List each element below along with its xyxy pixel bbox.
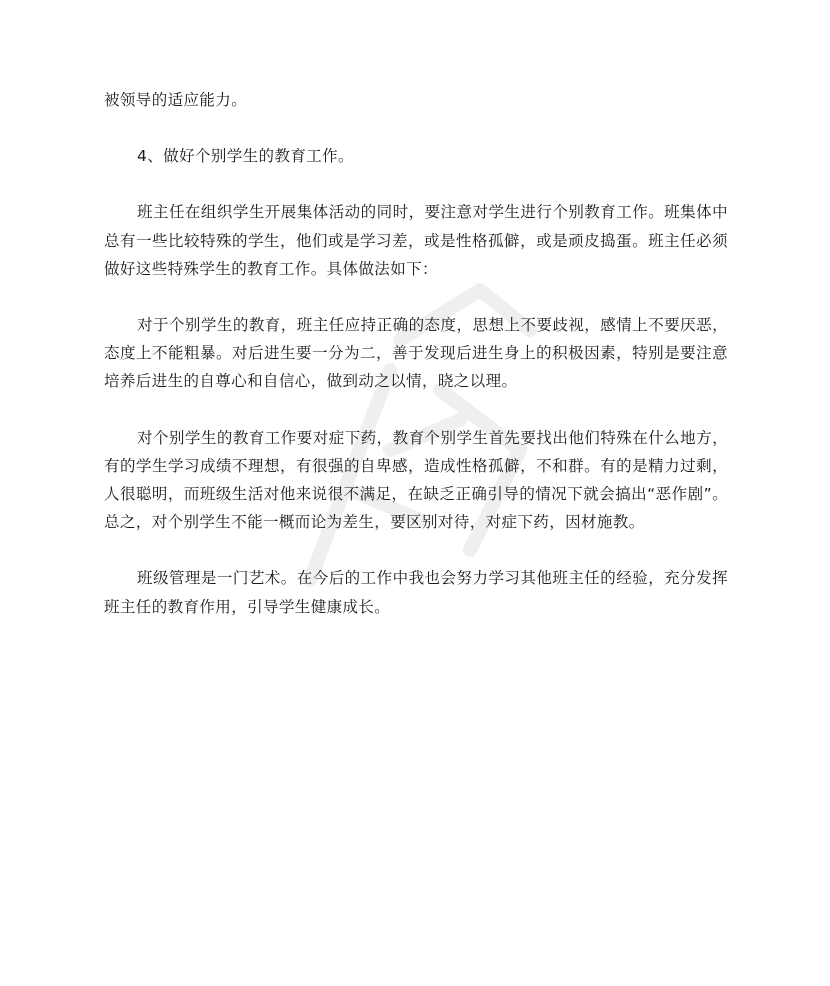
paragraph-conclusion: 班级管理是一门艺术。在今后的工作中我也会努力学习其他班主任的经验，充分发挥班主任的教育作用，引导学生健康成长。 — [104, 569, 728, 616]
section-heading: 4、做好个别学生的教育工作。 — [137, 147, 354, 166]
paragraph-targeted-education: 对个别学生的教育工作要对症下药，教育个别学生首先要找出他们特殊在什么地方，有的学生学习成绩不理想，有很强的自卑感，造成性格孤僻，不和群。有的是精力过剩，人很聪明，而班级生活对他来说很不满足，在缺乏正确引导的情况下就会搞出“恶作剧”。总之，对个别学生不能一概而论为差生，要区别对待，对症下药，因材施教。 — [104, 428, 728, 532]
document-body — [104, 86, 728, 621]
paragraph-correct-attitude: 对于个别学生的教育，班主任应持正确的态度，思想上不要歧视，感情上不要厌恶，态度上不能粗暴。对后进生要一分为二，善于发现后进生身上的积极因素，特别是要注意培养后进生的自尊心和自信心，做到动之以情，晓之以理。 — [104, 316, 728, 391]
paragraph-individual-education: 班主任在组织学生开展集体活动的同时，要注意对学生进行个别教育工作。班集体中总有一些比较特殊的学生，他们或是学习差，或是性格孤僻，或是顽皮捣蛋。班主任必须做好这些特殊学生的教育工作。具体做法如下： — [104, 203, 728, 278]
paragraph-continuation: 被领导的适应能力。 — [104, 91, 248, 109]
